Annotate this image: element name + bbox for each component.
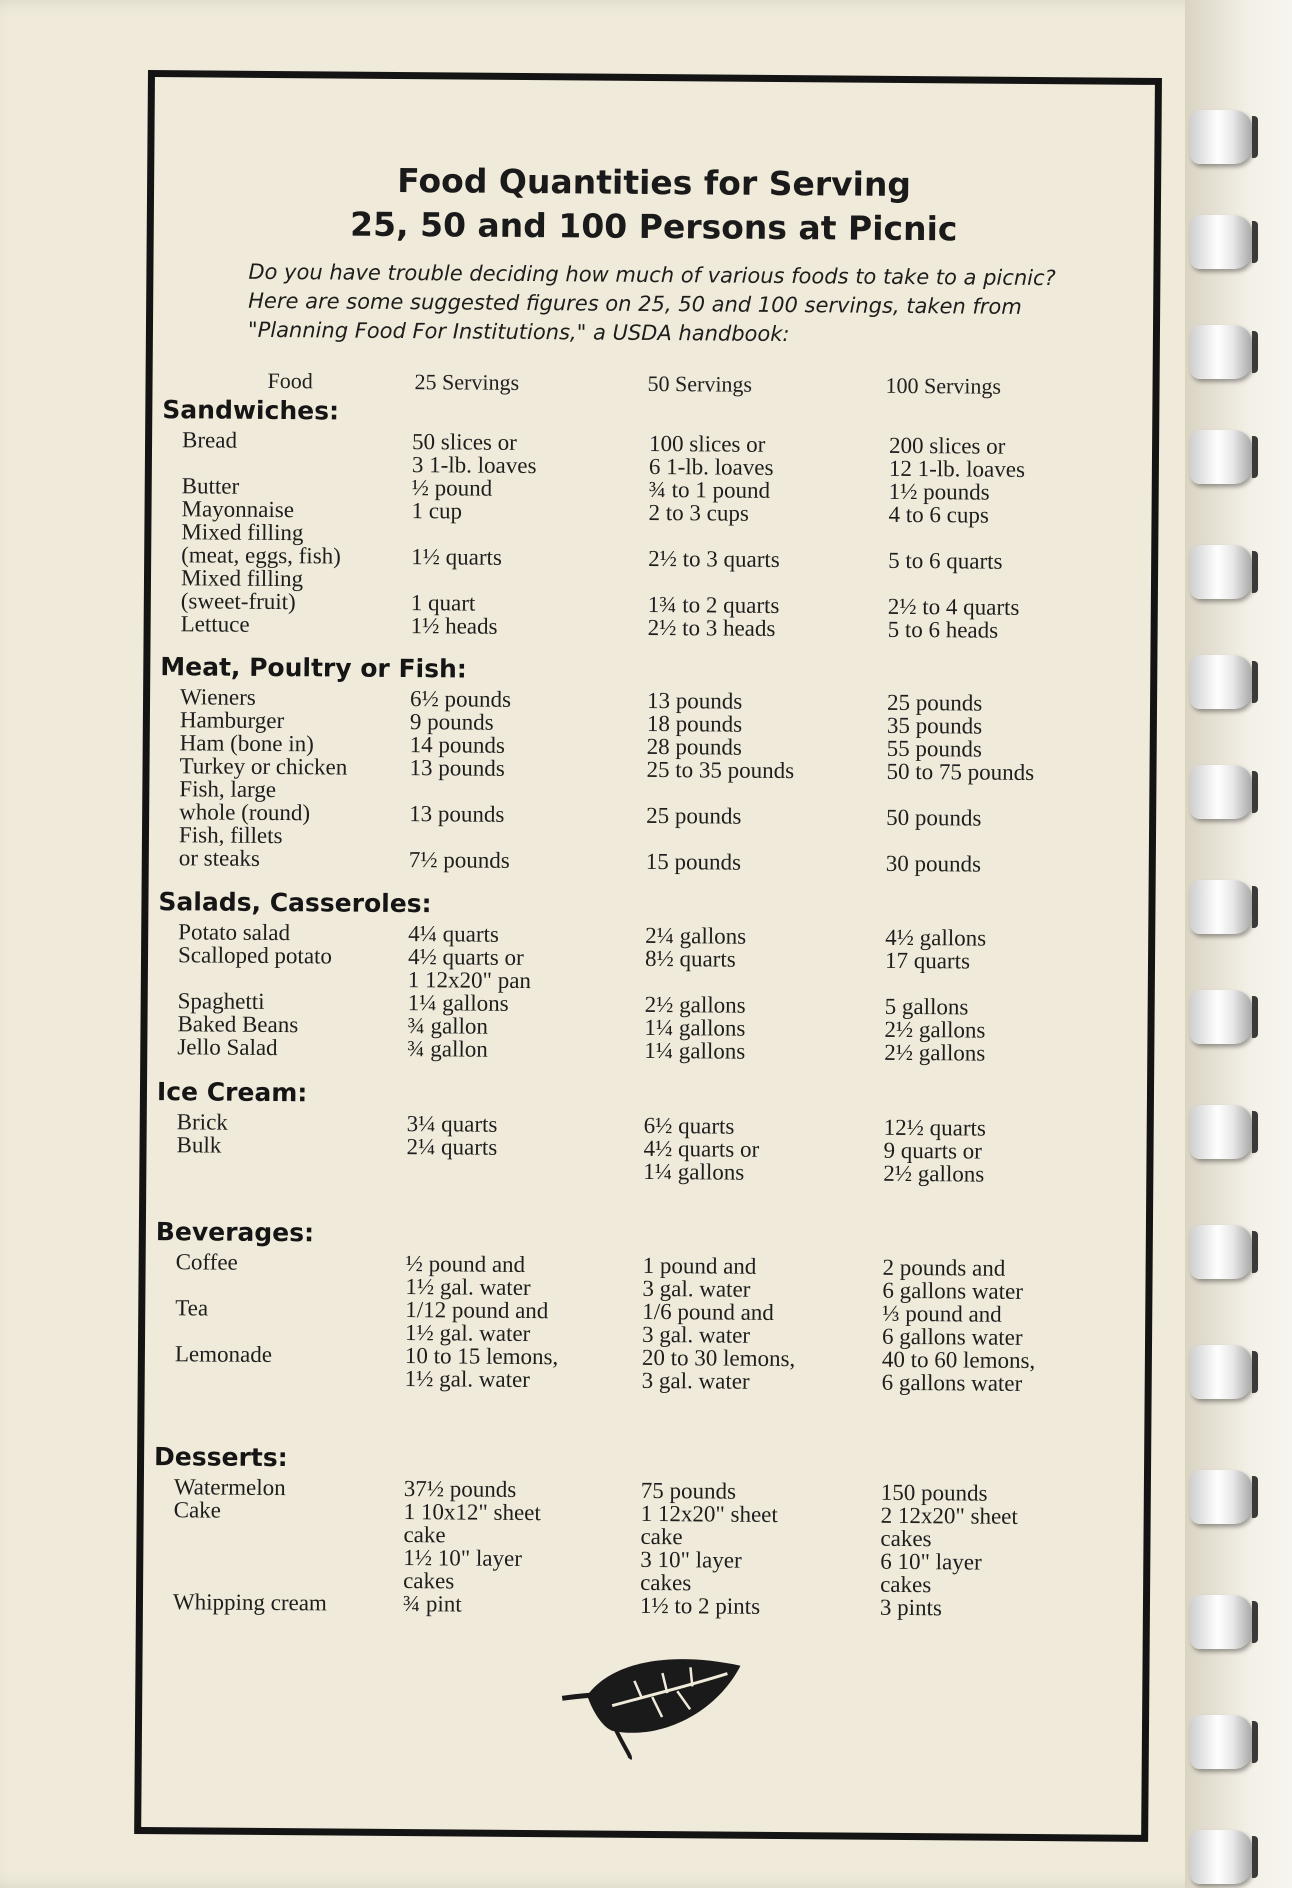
quantity-cell: 1½ to 2 pints [639,1592,761,1619]
quantity-cell: 4 to 6 cups [888,501,989,528]
quantity-cell: 13 pounds [646,687,743,714]
quantity-cell: 100 slices or 6 1-lb. loaves [648,430,774,480]
binding-ring [1190,990,1252,1044]
quantity-cell: 20 to 30 lemons, 3 gal. water [641,1344,796,1394]
quantity-cell: 2½ to 3 quarts [648,522,780,572]
quantity-cell: 35 pounds [886,712,983,739]
quantity-cell: 200 slices or 12 1-lb. loaves [888,432,1026,482]
quantity-cell: 10 to 15 lemons, 1½ gal. water [404,1343,559,1393]
food-name: Mixed filling (sweet-fruit) [180,565,304,615]
food-name: Lemonade [174,1341,273,1368]
binding-ring [1190,110,1252,164]
food-name: Ham (bone in) [179,730,314,757]
binding-ring [1190,1225,1252,1279]
quantity-cell: 15 pounds [645,825,742,875]
quantity-cell: 150 pounds [880,1479,988,1506]
column-header-food: Food [267,367,313,394]
quantity-cell: 18 pounds [646,710,743,737]
quantity-cell: 2½ to 4 quarts [887,570,1020,620]
quantity-cell: 4½ quarts or 1¼ gallons [643,1135,760,1185]
food-name: Spaghetti [177,988,265,1014]
quantity-cell: 40 to 60 lemons, 6 gallons water [881,1346,1036,1396]
food-name: Watermelon [173,1474,286,1501]
quantity-cell: 1/6 pound and 3 gal. water [641,1298,774,1348]
quantity-cell: 25 to 35 pounds [646,756,795,784]
quantity-cell: 5 gallons [884,993,969,1020]
food-name: Scalloped potato [177,942,333,969]
page-title [154,157,1155,253]
quantity-cell: 1/12 pound and 1½ gal. water [404,1297,549,1347]
food-name: Mayonnaise [181,496,295,523]
quantity-cell: 9 quarts or 2½ gallons [883,1137,985,1187]
quantity-cell: 3¼ quarts [406,1111,498,1137]
table-row [155,1296,1145,1350]
quantity-cell: 1½ quarts [411,521,503,570]
column-header-50: 50 Servings [647,370,753,397]
binding-ring [1190,325,1252,379]
leaf-icon [552,1650,753,1762]
binding-ring [1190,1345,1252,1399]
binding-ring [1190,1105,1252,1159]
quantity-cell: ⅓ pound and 6 gallons water [881,1300,1023,1350]
section [161,395,1153,643]
quantity-cell: 1 12x20" sheet cake 3 10" layer cakes [640,1500,778,1596]
quantity-cell: 1¼ gallons [644,1037,746,1064]
food-name: Whipping cream [172,1589,327,1616]
binding-ring [1190,655,1252,709]
quantity-cell: 1 pound and 3 gal. water [642,1252,757,1302]
table-row [159,777,1149,831]
quantity-cell: 1¼ gallons [407,990,509,1016]
binding-ring [1190,1470,1252,1524]
quantity-cell: 2 12x20" sheet cakes 6 10" layer cakes [880,1502,1018,1598]
binding-ring [1190,1715,1252,1769]
quantity-cell: 2½ gallons [884,1039,986,1066]
quantity-cell: ½ pound and 1½ gal. water [405,1251,531,1301]
food-name: Turkey or chicken [179,753,348,780]
food-name: Potato salad [178,919,291,946]
binding-ring [1190,880,1252,934]
quantity-cell: ½ pound [411,475,493,501]
quantity-cell: 25 pounds [646,779,742,829]
food-name: Lettuce [180,611,250,637]
food-name: Hamburger [179,707,285,734]
food-name: Fish, large whole (round) [179,776,311,826]
section [156,1077,1147,1187]
quantity-cell: 2½ gallons [884,1016,986,1043]
section [155,1217,1146,1396]
table-row [153,1498,1144,1598]
section-title: Meat, Poultry or Fish: [160,652,467,684]
food-name: Baked Beans [177,1011,299,1038]
food-name: Coffee [175,1249,238,1275]
quantity-cell: 2¼ quarts [406,1134,498,1160]
quantity-cell: 28 pounds [646,733,743,760]
binding-ring [1190,1830,1252,1884]
table-row [159,823,1149,877]
food-name: Cake [173,1497,222,1523]
content-frame [134,70,1162,1842]
food-name: Fish, fillets or steaks [178,822,283,871]
quantity-cell: 37½ pounds [403,1476,517,1502]
quantity-cell: 4½ gallons [885,924,987,951]
food-name: Wieners [179,684,256,710]
table-row [156,1133,1146,1187]
food-name: Mixed filling (meat, eggs, fish) [181,519,341,569]
section-title: Beverages: [155,1217,315,1248]
quantity-cell: 55 pounds [886,735,982,762]
binding-ring [1190,545,1252,599]
quantity-cell: 2½ gallons [644,991,746,1018]
food-name: Bulk [176,1132,222,1158]
quantity-cell: ¾ pint [402,1591,462,1617]
quantity-cell: 4¼ quarts [408,921,500,947]
title-line-1: Food Quantities for Serving [397,160,912,204]
quantity-cell: ¾ to 1 pound [648,476,771,503]
quantity-cell: 1 10x12" sheet cake 1½ 10" layer cakes [403,1499,541,1594]
quantity-cell: 13 pounds [409,755,505,781]
section-title: Ice Cream: [156,1077,308,1108]
table-row [158,943,1148,997]
quantity-cell: 9 pounds [409,709,494,735]
intro-paragraph: Do you have trouble deciding how much of various foods to take to a picnic? Here are some suggested figures on 25, 50 and 100 servings, taken from "Planning Food For Institutions," a USDA handbook: [247,259,1056,347]
column-header-100: 100 Servings [885,372,1002,399]
food-name: Butter [181,473,240,499]
binding-ring [1190,1595,1252,1649]
table-row [161,520,1151,574]
quantity-cell: 7½ pounds [408,824,510,873]
quantity-cell: 2¼ gallons [645,922,747,949]
quantity-cell: 1½ heads [410,613,498,639]
quantity-cell: ¾ gallon [407,1013,489,1039]
quantity-cell: 13 pounds [409,778,505,827]
quantity-cell: 1¾ to 2 quarts [647,568,780,618]
section [159,652,1151,877]
quantity-cell: 1½ pounds [888,478,990,505]
quantity-cell: 25 pounds [886,689,983,716]
quantity-cell: 50 pounds [886,781,982,831]
binding-ring [1190,765,1252,819]
quantity-cell: 6½ pounds [409,686,512,712]
quantity-cell: 6½ quarts [643,1112,735,1139]
quantity-cell: 4½ quarts or 1 12x20" pan [407,944,532,994]
quantity-cell: 50 to 75 pounds [886,758,1035,785]
section-title: Desserts: [153,1442,288,1473]
quantity-cell: 2 to 3 cups [648,499,749,526]
table-row [155,1342,1145,1396]
column-header-25: 25 Servings [414,369,520,395]
title-line-2: 25, 50 and 100 Persons at Picnic [349,204,958,249]
section-title: Sandwiches: [162,395,340,426]
food-name: Jello Salad [177,1034,278,1061]
table-row [161,566,1151,620]
quantity-cell: 1 cup [411,498,463,524]
quantity-cell: 2½ to 3 heads [647,614,776,641]
quantity-cell: 2 pounds and 6 gallons water [882,1254,1024,1304]
quantity-cell: ¾ gallon [407,1036,488,1062]
section [157,887,1148,1066]
quantity-cell: 8½ quarts [644,945,736,972]
quantity-cell: 1¼ gallons [644,1014,746,1041]
table-row [155,1250,1145,1304]
food-name: Bread [181,427,238,453]
section-title: Salads, Casseroles: [158,887,432,919]
quantity-cell: 12½ quarts [883,1114,987,1141]
quantity-cell: 17 quarts [884,947,971,974]
quantity-cell: 14 pounds [409,732,506,758]
binding-ring [1190,430,1252,484]
quantity-cell: 75 pounds [640,1477,737,1504]
quantity-cell: 5 to 6 heads [887,616,999,643]
binding-ring [1190,215,1252,269]
quantity-cell: 50 slices or 3 1-lb. loaves [411,429,537,479]
food-name: Brick [176,1109,228,1135]
quantity-cell: 5 to 6 quarts [888,524,1003,574]
quantity-cell: 3 pints [879,1594,943,1621]
quantity-cell: 30 pounds [885,827,982,877]
table-row [162,428,1152,482]
quantity-cell: 1 quart [410,567,476,616]
section [153,1442,1144,1621]
food-name: Tea [175,1295,209,1321]
